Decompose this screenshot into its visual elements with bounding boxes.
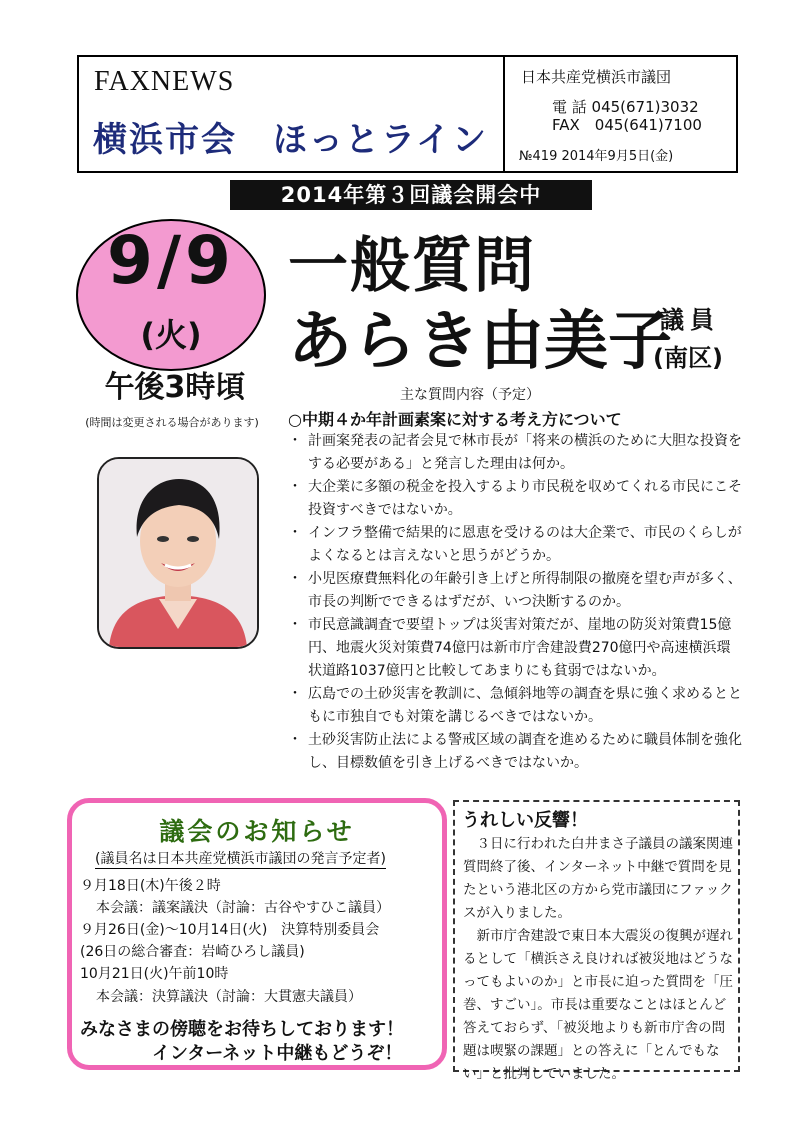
notice-line: 本会議：議案議決（討論：古谷やすひこ議員） — [96, 900, 390, 916]
session-banner: 2014年第３回議会開会中 — [230, 180, 592, 210]
notice-line: 10月21日(火)午前10時 — [80, 966, 229, 982]
headline-general-question: 一般質問 — [288, 231, 536, 301]
series-title: 横浜市会 ほっとライン — [93, 120, 488, 160]
schedule-date: 9/9 — [107, 222, 235, 299]
notice-closing-stream: インターネット中継もどうぞ！ — [152, 1043, 403, 1064]
schedule-note: (時間は変更される場合があります) — [85, 416, 259, 429]
org-phone: 電 話 045(671)3032 — [552, 98, 699, 116]
list-item: ・ インフラ整備で結果的に恩恵を受けるのは大企業で、市民のくらしがよくなるとは言えないと思うがどうか。 — [288, 522, 743, 568]
fax-title: FAXNEWS — [94, 66, 235, 97]
list-item: ・ 広島での土砂災害を教訓に、急傾斜地等の調査を県に強く求めるとともに市独自でも対策を講じるべきではないか。 — [288, 683, 743, 729]
list-item: ・ 土砂災害防止法による警戒区域の調査を進めるために職員体制を強化し、目標数値を引き上げるべきではないか。 — [288, 729, 743, 775]
portrait-illustration-icon — [99, 459, 257, 647]
list-item: ・ 小児医療費無料化の年齢引き上げと所得制限の撤廃を望む声が多く、市長の判断でできるはずだが、いつ決断するのか。 — [288, 568, 743, 614]
feedback-title: うれしい反響！ — [462, 810, 588, 831]
org-name: 日本共産党横浜市議団 — [521, 68, 672, 86]
list-item: ・ 市民意識調査で要望トップは災害対策だが、崖地の防災対策費15億円、地震火災対策費74億円は新市庁舎建設費270億円や高速横浜環状道路1037億円と比較してあまりにも貧弱ではないか。 — [288, 614, 743, 683]
member-ward: (南区) — [653, 344, 723, 372]
list-item: ・ 大企業に多額の税金を投入するより市民税を収めてくれる市民にこそ投資すべきではないか。 — [288, 476, 743, 522]
notice-line: 本会議：決算議決（討論：大貫憲夫議員） — [96, 989, 362, 1005]
notice-line: ９月26日(金)～10月14日(火) 決算特別委員会 — [80, 922, 380, 938]
feedback-paragraph: ３日に行われた白井まさ子議員の議案関連質問終了後、インターネット中継で質問を見たという港北区の方から党市議団にファックスが入りました。 — [463, 836, 733, 921]
schedule-time: 午後3時頃 — [104, 370, 246, 405]
schedule-weekday: (火) — [140, 316, 202, 354]
list-item: ・ 計画案発表の記者会見で林市長が「将来の横浜のために大胆な投資をする必要がある」と発言した理由は何か。 — [288, 430, 743, 476]
questions-list — [288, 430, 743, 775]
notice-subtitle: (議員名は日本共産党横浜市議団の発言予定者) — [95, 848, 386, 869]
issue-number-date: №419 2014年9月5日(金) — [519, 149, 674, 164]
notice-line: ９月18日(木)午後２時 — [80, 878, 221, 894]
notice-title: 議会のお知らせ — [159, 817, 355, 846]
feedback-paragraph: 新市庁舎建設で東日本大震災の復興が遅れるとして「横浜さえ良ければ被災地はどうなってもよいのか」と市長に迫った質問を「圧巻、すごい」。市長は重要なことはほとんど答えておらず、「被災地よりも新市庁舎の問題は喫緊の課題」との答えに「とんでもない」と批判していました。 — [463, 928, 733, 1082]
questions-topic: ○中期４か年計画素案に対する考え方について — [288, 410, 622, 429]
headline-member-name: あらき由美子 — [288, 305, 672, 379]
member-portrait-photo — [97, 457, 259, 649]
org-fax: FAX 045(641)7100 — [552, 116, 702, 134]
member-title: 議員 — [660, 306, 720, 334]
feedback-body — [463, 833, 735, 1086]
notice-line: (26日の総合審査：岩崎ひろし議員) — [80, 944, 305, 960]
notice-closing-attend: みなさまの傍聴をお待ちしております！ — [80, 1019, 404, 1040]
questions-heading: 主な質問内容（予定） — [400, 387, 540, 403]
header-divider — [503, 55, 505, 173]
